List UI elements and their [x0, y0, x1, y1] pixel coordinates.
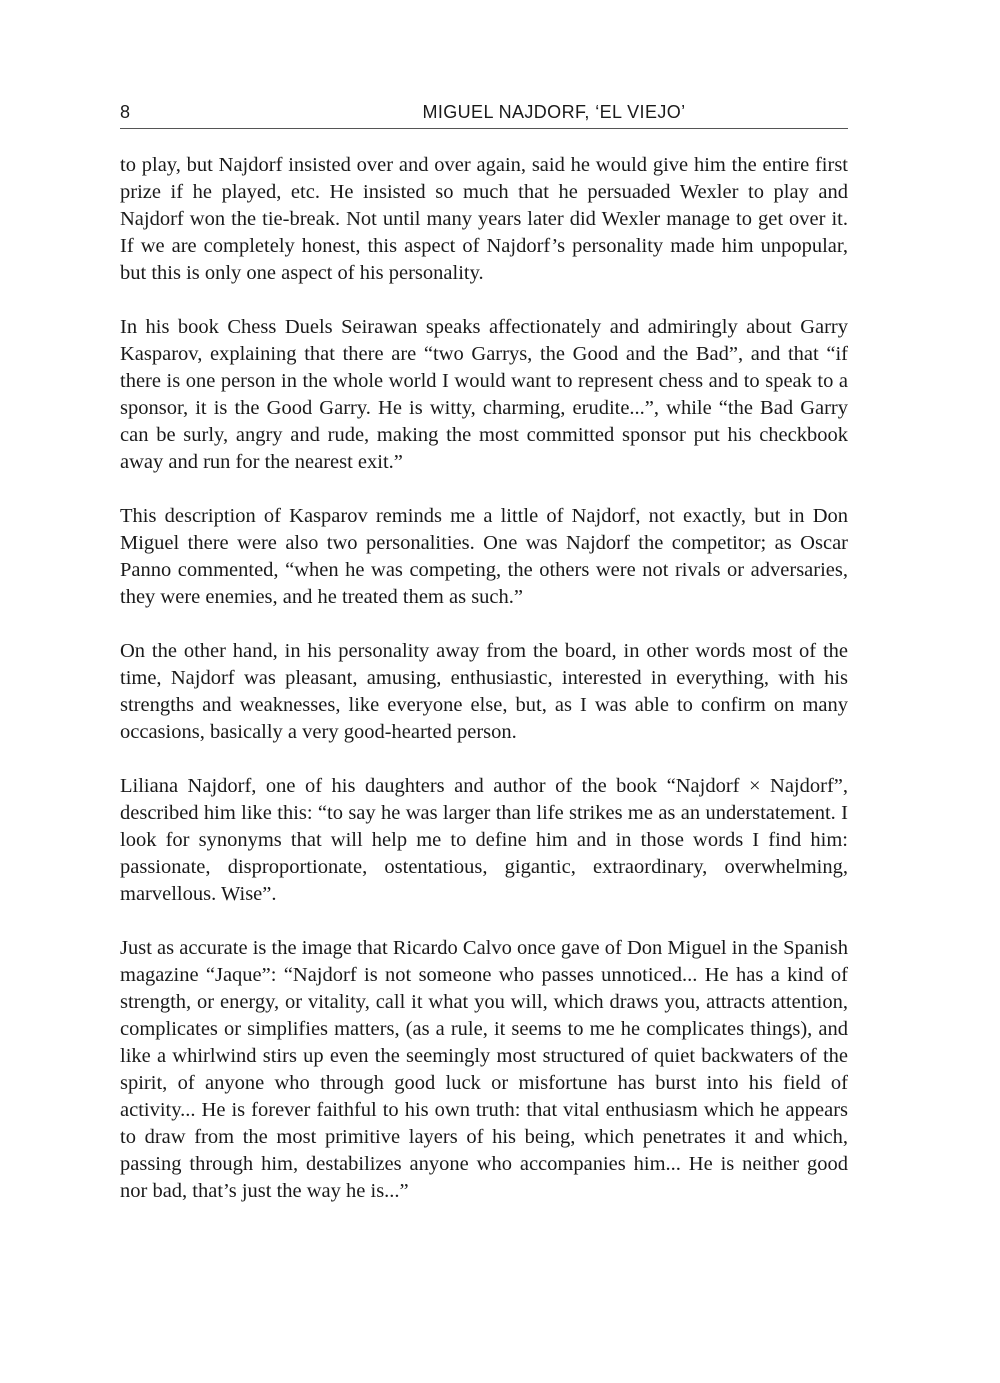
- page-header: [120, 100, 848, 129]
- page-number: 8: [120, 102, 131, 122]
- running-title: MIGUEL NAJDORF, ‘EL VIEJO’: [422, 102, 686, 122]
- paragraph: Liliana Najdorf, one of his daughters and author of the book “Najdorf × Najdorf”, described him like this: “to say he was larger than life strikes me as an understatement. I look for synonyms that will help me to define him and in those words I find him: passionate, disproportionate, ostentatious, gigantic, extraordinary, overwhelming, marvellous. Wise”.: [120, 775, 848, 905]
- paragraph: This description of Kasparov reminds me a little of Najdorf, not exactly, but in Don Miguel there were also two personalities. One was Najdorf the competitor; as Oscar Panno commented, “when he was competing, the others were not rivals or adversaries, they were enemies, and he treated them as such.”: [120, 505, 848, 608]
- text-body: [120, 152, 848, 1232]
- paragraph: Just as accurate is the image that Ricardo Calvo once gave of Don Miguel in the Spanish magazine “Jaque”: “Najdorf is not someone who passes unnoticed... He has a kind of strength, or energy, or vitality, call it what you will, which draws you, attracts attention, complicates or simplifies matters, (as a rule, it seems to me he complicates things), and like a whirlwind stirs up even the seemingly most structured of quiet backwaters of the spirit, of anyone who through good luck or misfortune has burst into his field of activity... He is forever faithful to his own truth: that vital enthusiasm which he appears to draw from the most primitive layers of his being, which penetrates it and which, passing through him, destabilizes anyone who accompanies him... He is neither good nor bad, that’s just the way he is...”: [120, 937, 848, 1202]
- paragraph: In his book Chess Duels Seirawan speaks affectionately and admiringly about Garry Kasparov, explaining that there are “two Garrys, the Good and the Bad”, and that “if there is one person in the whole world I would want to represent chess and to speak to a sponsor, it is the Good Garry. He is witty, charming, erudite...”, while “the Bad Garry can be surly, angry and rude, making the most committed sponsor put his checkbook away and run for the nearest exit.”: [120, 316, 848, 473]
- paragraph: On the other hand, in his personality away from the board, in other words most of the time, Najdorf was pleasant, amusing, enthusiastic, interested in everything, with his strengths and weaknesses, like everyone else, but, as I was able to confirm on many occasions, basically a very good-hearted person.: [120, 640, 848, 743]
- paragraph: to play, but Najdorf insisted over and over again, said he would give him the entire first prize if he played, etc. He insisted so much that he persuaded Wexler to play and Najdorf won the tie-break. Not until many years later did Wexler manage to get over it. If we are completely honest, this aspect of Najdorf’s personality made him unpopular, but this is only one aspect of his personality.: [120, 154, 848, 284]
